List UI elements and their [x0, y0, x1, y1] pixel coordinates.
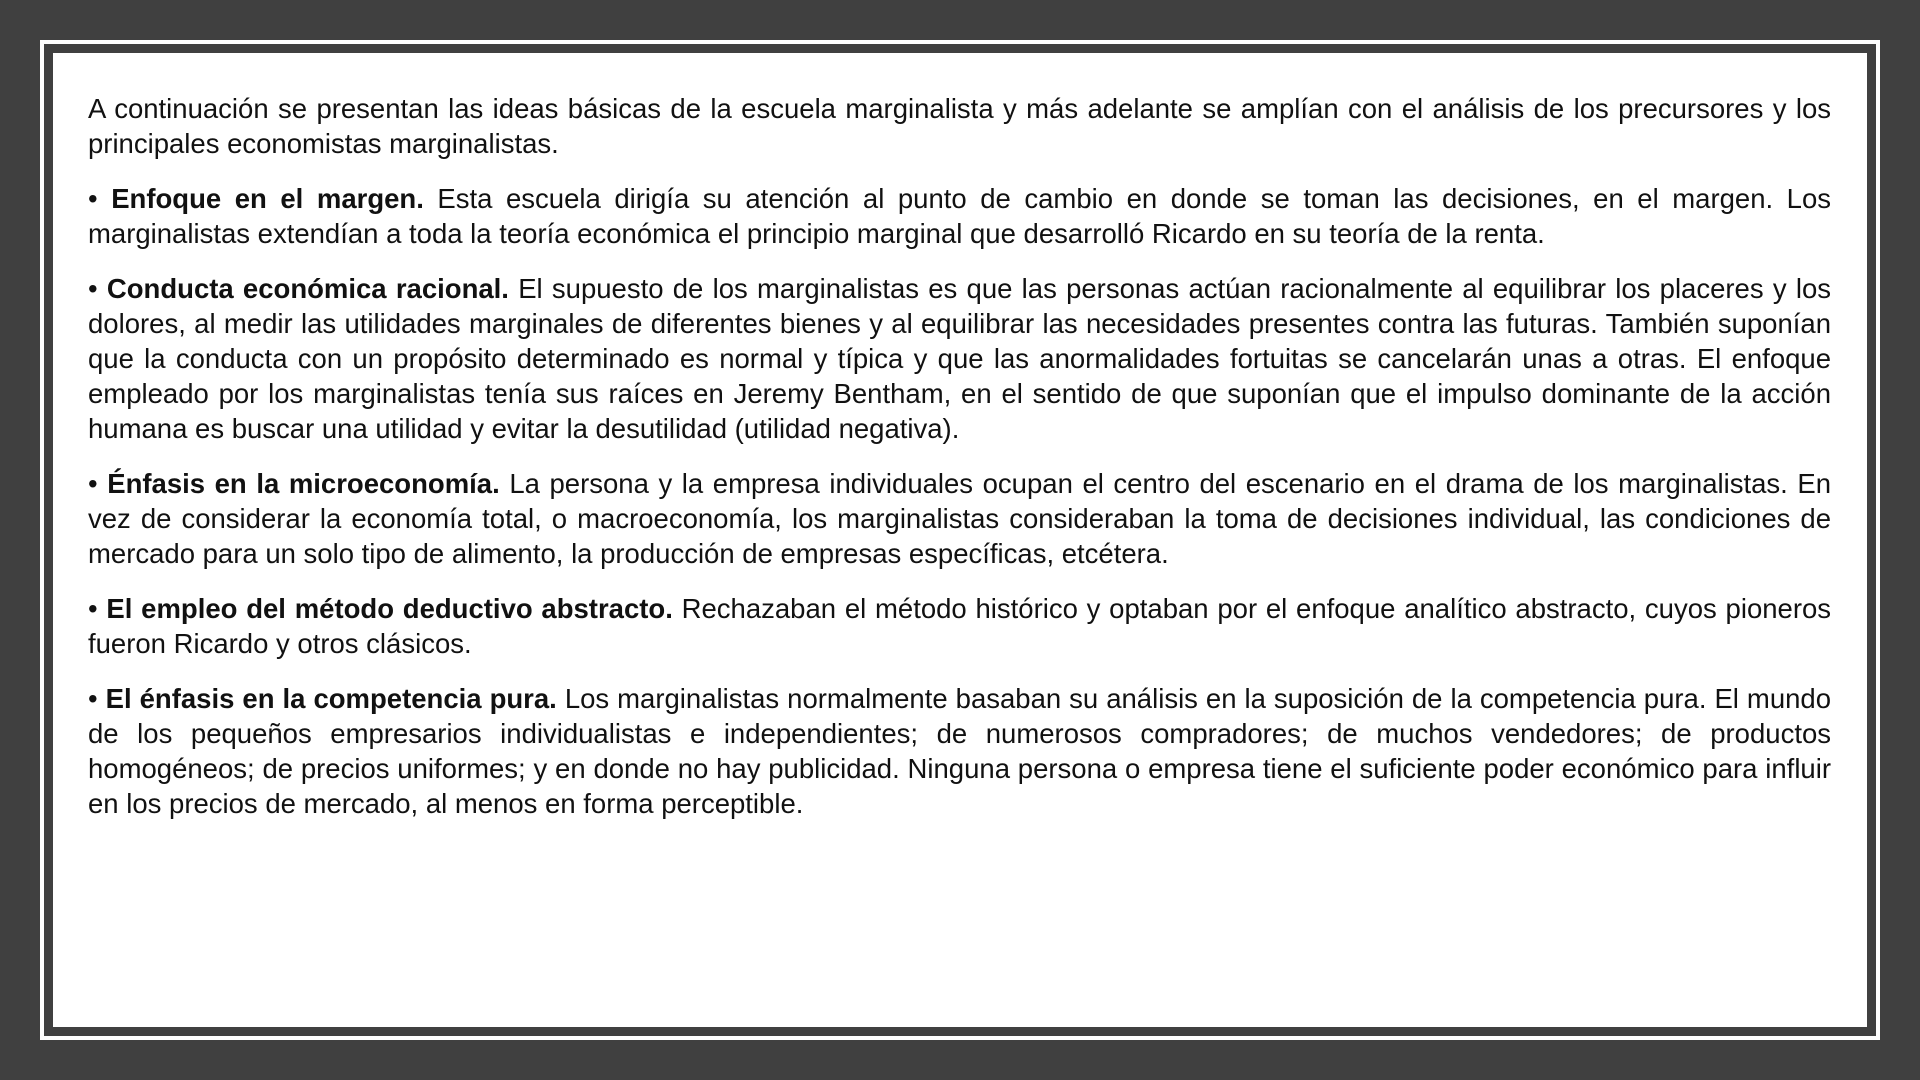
bullet-item-deductive-method [88, 591, 1831, 661]
bullet-heading: Conducta económica racional. [106, 273, 509, 304]
slide-content-area [50, 50, 1870, 1030]
bullet-item-margin [88, 181, 1831, 251]
bullet-item-microeconomics [88, 466, 1831, 571]
slide-frame [40, 40, 1880, 1040]
bullet-text: El supuesto de los marginalistas es que las personas actúan racionalmente al equilibrar los placeres y los dolores, al medir las utilidades marginales de diferentes bienes y al equilibrar las necesidades presentes contra las futuras. También suponían que la conducta con un propósito determinado es normal y típica y que las anormalidades fortuitas se cancelarán unas a otras. El enfoque empleado por los marginalistas tenía sus raíces en Jeremy Bentham, en el sentido de que suponían que el impulso dominante de la acción humana es buscar una utilidad y evitar la desutilidad (utilidad negativa). [88, 273, 1831, 444]
slide-text [88, 91, 1831, 841]
bullet-text: Rechazaban el método histórico y optaban por el enfoque analítico abstracto, cuyos pioneros fueron Ricardo y otros clásicos. [88, 593, 1832, 659]
bullet-item-rational-conduct [88, 271, 1831, 446]
bullet-heading: Enfoque en el margen. [111, 183, 424, 214]
bullet-icon: • [88, 593, 98, 624]
bullet-icon: • [88, 683, 98, 714]
bullet-text: La persona y la empresa individuales ocupan el centro del escenario en el drama de los marginalistas. En vez de considerar la economía total, o macroeconomía, los marginalistas consideraban la toma de decisiones individual, las condiciones de mercado para un solo tipo de alimento, la producción de empresas específicas, etcétera. [88, 468, 1832, 569]
bullet-text: Esta escuela dirigía su atención al punto de cambio en donde se toman las decisiones, en el margen. Los marginalistas extendían a toda la teoría económica el principio marginal que desarrolló Ricardo en su teoría de la renta. [88, 183, 1832, 249]
bullet-item-pure-competition [88, 681, 1831, 821]
bullet-icon: • [88, 183, 98, 214]
bullet-heading: El empleo del método deductivo abstracto. [106, 593, 673, 624]
bullet-text: Los marginalistas normalmente basaban su análisis en la suposición de la competencia pura. El mundo de los pequeños empresarios individualistas e independientes; de numerosos compradores; de muchos vendedores; de productos homogéneos; de precios uniformes; y en donde no hay publicidad. Ninguna persona o empresa tiene el suficiente poder económico para influir en los precios de mercado, al menos en forma perceptible. [88, 683, 1832, 819]
bullet-heading: Énfasis en la microeconomía. [107, 468, 500, 499]
bullet-icon: • [88, 273, 98, 304]
bullet-icon: • [88, 468, 98, 499]
intro-paragraph: A continuación se presentan las ideas básicas de la escuela marginalista y más adelante se amplían con el análisis de los precursores y los principales economistas marginalistas. [88, 93, 1831, 159]
bullet-heading: El énfasis en la competencia pura. [105, 683, 557, 714]
